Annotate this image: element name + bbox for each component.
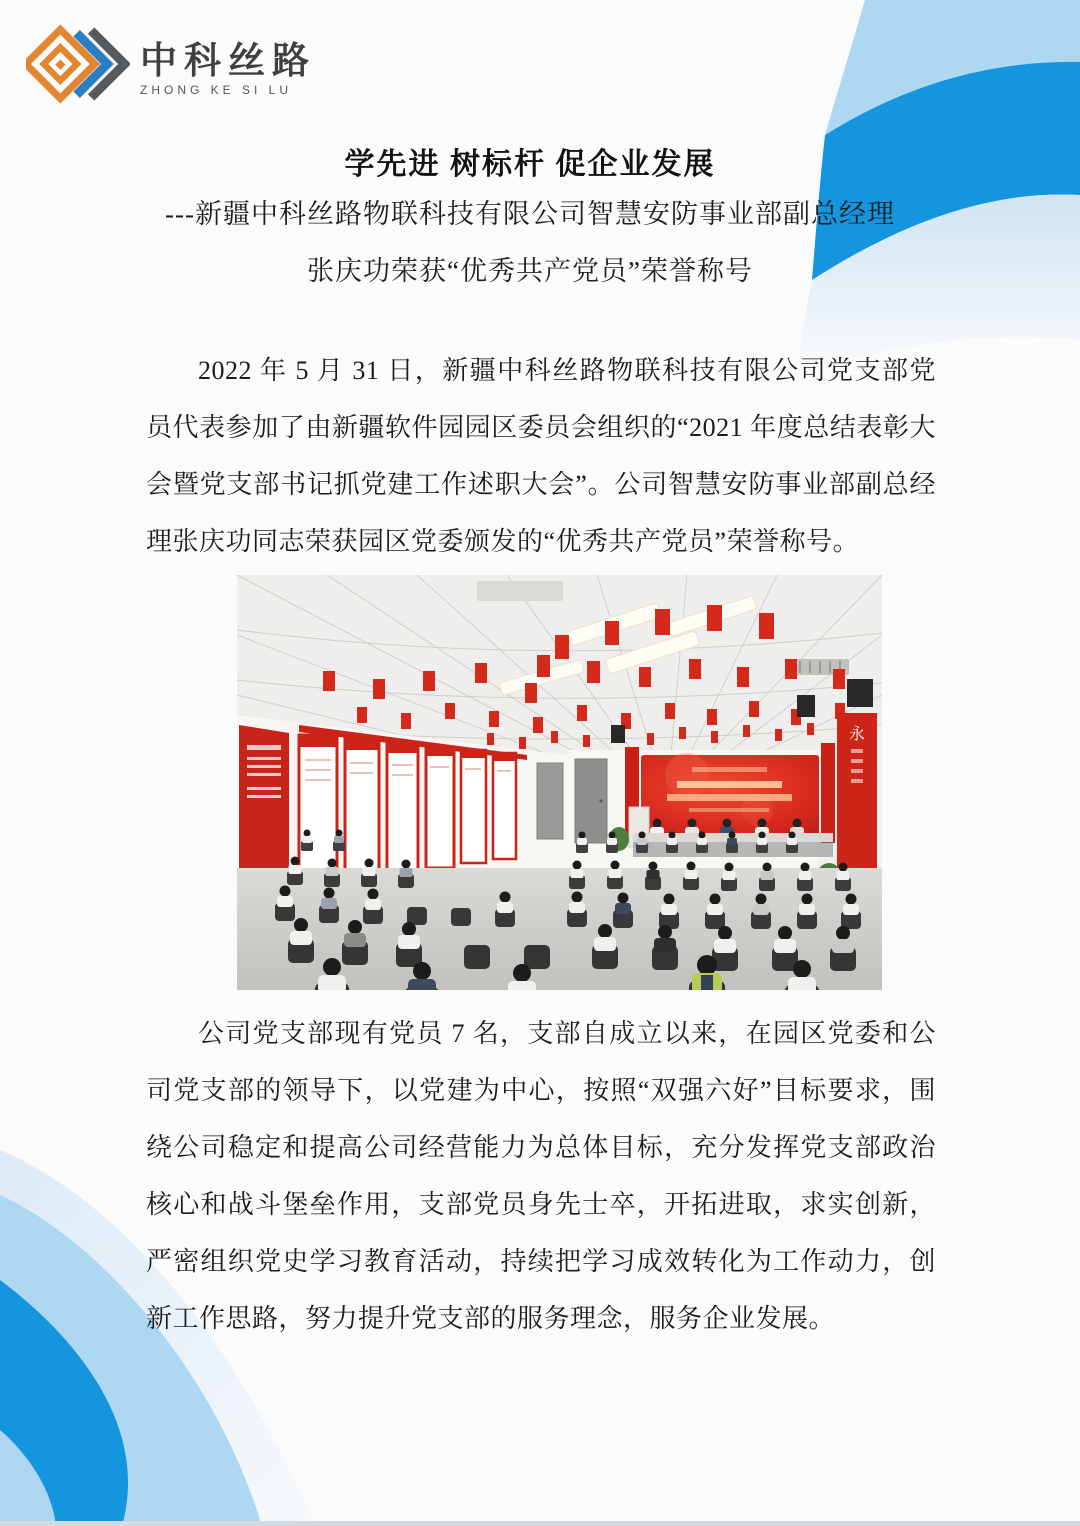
article-subtitle-line2: 张庆功荣获“优秀共产党员”荣誉称号 xyxy=(307,256,753,286)
article-paragraph-1: 2022 年 5 月 31 日，新疆中科丝路物联科技有限公司党支部党员代表参加了由新疆软件园园区委员会组织的“2021 年度总结表彰大会暨党支部书记抓党建工作述职大会”。公司智慧安防事业部副总经理张庆功同志荣获园区党委颁发的“优秀共产党员”荣誉称号。 xyxy=(146,356,936,556)
meeting-photo-graphic xyxy=(237,575,882,990)
company-logo-latin: ZHONG KE SI LU xyxy=(140,83,293,98)
meeting-photo xyxy=(237,575,882,990)
article-title: 学先进 树标杆 促企业发展 xyxy=(344,148,716,181)
company-logo xyxy=(26,16,316,112)
company-logo-icon xyxy=(26,16,130,112)
company-logo-name: 中科丝路 xyxy=(140,39,316,81)
article-subtitle-line1: ---新疆中科丝路物联科技有限公司智慧安防事业部副总经理 xyxy=(165,199,895,229)
article-paragraph-2: 公司党支部现有党员 7 名，支部自成立以来，在园区党委和公司党支部的领导下，以党建为中心，按照“双强六好”目标要求，围绕公司稳定和提高公司经营能力为总体目标，充分发挥党支部政治核心和战斗堡垒作用，支部党员身先士卒，开拓进取，求实创新，严密组织党史学习教育活动，持续把学习成效转化为工作动力，创新工作思路，努力提升党支部的服务理念，服务企业发展。 xyxy=(146,1019,936,1333)
photo-banner-char: 永 xyxy=(848,726,866,743)
company-logo-text xyxy=(140,41,316,98)
page-bottom-edge xyxy=(0,1521,1080,1526)
